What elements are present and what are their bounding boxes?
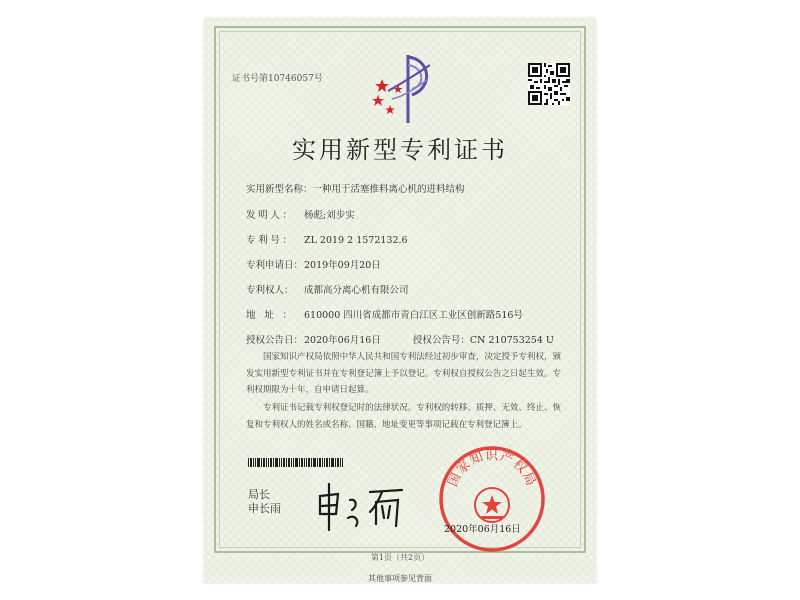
seal-text: 国家知识产权局 [445, 448, 539, 490]
legal-status-paragraph: 专利证书记载专利权登记时的法律状况。专利权的转移、质押、无效、终止、恢复和专利权人的姓名或名称、国籍、地址变更等事项记载在专利登记簿上。 [246, 403, 561, 430]
field-label: 地址： [246, 310, 292, 321]
field-address [246, 307, 523, 321]
field-application-date [246, 257, 381, 271]
field-value: ZL 2019 2 1572132.6 [304, 235, 408, 246]
director-title: 局长 [248, 488, 270, 501]
director-signature [312, 480, 407, 535]
field-value: 2019年09月20日 [304, 260, 381, 271]
footer-note: 其他事项参见背面 [368, 574, 432, 583]
qr-code [528, 63, 570, 105]
field-grant-date [246, 332, 554, 346]
field-value: 成都高分离心机有限公司 [304, 285, 409, 296]
seal-date: 2020年06月16日 [444, 524, 521, 535]
field-label: 专利号： [246, 235, 292, 246]
field-label: 专利权人： [246, 285, 294, 296]
field-value: 一种用于活塞推料离心机的进料结构 [312, 184, 465, 195]
field-label: 专利申请日： [246, 260, 304, 271]
grant-paragraph: 国家知识产权局依照中华人民共和国专利法经过初步审查，决定授予专利权，颁发实用新型专利证书并在专利登记簿上予以登记。专利权自授权公告之日起生效。专利权期限为十年，自申请日起算。 [246, 352, 561, 395]
national-emblem-icon [475, 488, 509, 522]
patent-office-logo [368, 51, 438, 129]
field-patentee [246, 282, 409, 296]
certificate-title: 实用新型专利证书 [292, 136, 508, 164]
field-value: CN 210753254 U [469, 335, 554, 346]
director-block [248, 488, 281, 516]
field-value: 2020年06月16日 [304, 335, 381, 346]
field-label: 授权公告号： [412, 335, 470, 346]
field-utility-model-name [246, 181, 465, 195]
field-label: 实用新型名称： [246, 184, 313, 195]
svg-text:国家知识产权局 [445, 448, 538, 489]
field-label: 发明人： [246, 210, 292, 221]
official-seal [436, 443, 548, 555]
field-value: 杨彪;刘步实 [304, 210, 355, 221]
field-value: 610000 四川省成都市青白江区工业区创新路516号 [304, 310, 523, 321]
barcode [248, 458, 343, 467]
director-name: 申长雨 [248, 502, 281, 515]
page-indicator: 第1页（共2页） [370, 553, 430, 562]
field-label: 授权公告日： [246, 335, 304, 346]
certificate-number: 证书号第10746057号 [232, 74, 323, 84]
field-patent-number [246, 232, 408, 246]
certificate-sheet [204, 18, 596, 583]
field-inventors [246, 207, 355, 221]
